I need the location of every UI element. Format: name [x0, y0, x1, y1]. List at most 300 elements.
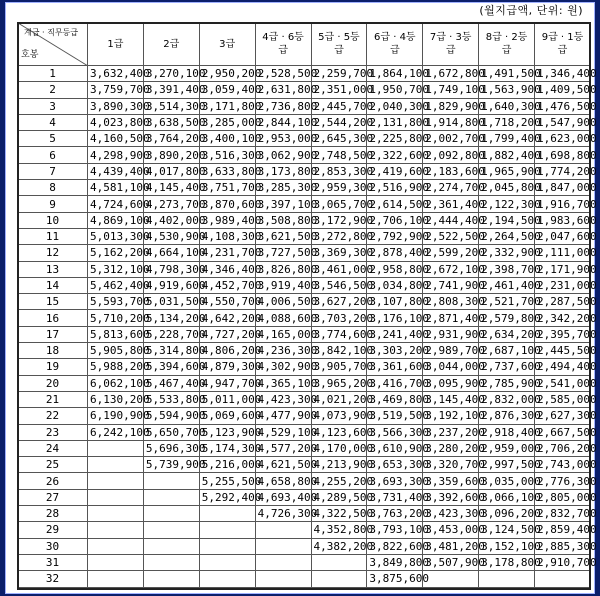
- table-row: [18, 506, 591, 522]
- table-row: [18, 440, 591, 456]
- salary-cell: 5,710,200: [88, 310, 144, 326]
- salary-cell: 2,322,600: [367, 147, 423, 163]
- salary-cell: 2,614,500: [367, 196, 423, 212]
- step-cell: 30: [18, 538, 88, 554]
- salary-cell: 3,633,800: [199, 163, 255, 179]
- salary-cell: 1,774,200: [535, 163, 591, 179]
- salary-cell: 2,918,400: [479, 424, 535, 440]
- salary-cell: 3,764,200: [143, 131, 199, 147]
- salary-cell: 3,875,600: [367, 571, 423, 587]
- salary-cell: 5,123,900: [199, 424, 255, 440]
- salary-cell: 5,650,700: [143, 424, 199, 440]
- salary-cell: 2,853,300: [311, 163, 367, 179]
- salary-cell: 2,231,000: [535, 277, 591, 293]
- salary-cell: 3,638,500: [143, 114, 199, 130]
- salary-cell: 1,409,500: [535, 82, 591, 98]
- salary-cell: 3,400,100: [199, 131, 255, 147]
- salary-cell: 3,397,100: [255, 196, 311, 212]
- salary-cell: 4,947,700: [199, 375, 255, 391]
- salary-cell: 3,621,500: [255, 228, 311, 244]
- salary-cell: 2,342,200: [535, 310, 591, 326]
- corner-header-cell: [18, 23, 88, 66]
- table-row: [18, 245, 591, 261]
- step-cell: 29: [18, 522, 88, 538]
- salary-cell: 3,759,700: [88, 82, 144, 98]
- step-cell: 21: [18, 391, 88, 407]
- salary-cell: 3,514,300: [143, 98, 199, 114]
- salary-cell: 4,658,800: [255, 473, 311, 489]
- grade-header-6: 6급 · 4등급: [367, 23, 423, 66]
- corner-label-step: 호봉: [21, 50, 39, 60]
- salary-cell: 2,494,400: [535, 359, 591, 375]
- salary-cell: [143, 522, 199, 538]
- table-row: [18, 261, 591, 277]
- salary-cell: 1,749,100: [423, 82, 479, 98]
- salary-cell: 5,905,800: [88, 343, 144, 359]
- salary-cell: 4,352,800: [311, 522, 367, 538]
- salary-cell: 2,040,300: [367, 98, 423, 114]
- salary-cell: [199, 506, 255, 522]
- salary-cell: 3,303,200: [367, 343, 423, 359]
- salary-cell: 4,213,900: [311, 457, 367, 473]
- salary-cell: 5,174,300: [199, 440, 255, 456]
- salary-cell: [255, 538, 311, 554]
- salary-cell: 4,023,800: [88, 114, 144, 130]
- salary-cell: [535, 571, 591, 587]
- salary-cell: 2,885,300: [535, 538, 591, 554]
- salary-cell: 3,905,700: [311, 359, 367, 375]
- salary-cell: 5,467,400: [143, 375, 199, 391]
- salary-cell: 2,958,800: [367, 261, 423, 277]
- salary-cell: 2,748,500: [311, 147, 367, 163]
- salary-cell: 3,822,600: [367, 538, 423, 554]
- salary-cell: [143, 506, 199, 522]
- table-row: [18, 359, 591, 375]
- salary-cell: 3,849,800: [367, 554, 423, 570]
- salary-cell: [479, 571, 535, 587]
- salary-cell: 3,453,000: [423, 522, 479, 538]
- salary-cell: 5,134,200: [143, 310, 199, 326]
- table-row: [18, 391, 591, 407]
- salary-cell: 4,581,100: [88, 180, 144, 196]
- table-row: [18, 98, 591, 114]
- salary-cell: 3,285,000: [199, 114, 255, 130]
- salary-cell: 5,292,400: [199, 489, 255, 505]
- salary-cell: 4,577,200: [255, 440, 311, 456]
- salary-cell: 4,273,700: [143, 196, 199, 212]
- step-cell: 13: [18, 261, 88, 277]
- salary-cell: 4,664,100: [143, 245, 199, 261]
- salary-cell: [88, 571, 144, 587]
- salary-cell: 1,698,800: [535, 147, 591, 163]
- salary-cell: 2,522,500: [423, 228, 479, 244]
- grade-header-2: 2급: [143, 23, 199, 66]
- salary-cell: 5,533,800: [143, 391, 199, 407]
- table-row: [18, 212, 591, 228]
- salary-cell: 2,785,900: [479, 375, 535, 391]
- salary-cell: 3,359,600: [423, 473, 479, 489]
- salary-cell: 3,627,200: [311, 294, 367, 310]
- salary-cell: 4,724,600: [88, 196, 144, 212]
- salary-cell: 3,176,100: [367, 310, 423, 326]
- salary-cell: 3,519,500: [367, 408, 423, 424]
- table-row: [18, 147, 591, 163]
- table-row: [18, 277, 591, 293]
- salary-cell: 3,237,200: [423, 424, 479, 440]
- salary-cell: 4,006,500: [255, 294, 311, 310]
- salary-cell: 2,544,200: [311, 114, 367, 130]
- salary-cell: 3,751,700: [199, 180, 255, 196]
- salary-cell: 5,031,500: [143, 294, 199, 310]
- salary-cell: 2,832,000: [479, 391, 535, 407]
- salary-cell: 1,882,400: [479, 147, 535, 163]
- salary-cell: 2,395,700: [535, 326, 591, 342]
- salary-cell: 4,021,200: [311, 391, 367, 407]
- salary-cell: [143, 554, 199, 570]
- step-cell: 8: [18, 180, 88, 196]
- salary-cell: 2,741,900: [423, 277, 479, 293]
- salary-cell: 6,242,100: [88, 424, 144, 440]
- salary-cell: 3,270,100: [143, 66, 199, 82]
- salary-cell: 1,476,500: [535, 98, 591, 114]
- salary-cell: 2,953,000: [255, 131, 311, 147]
- salary-cell: 3,842,100: [311, 343, 367, 359]
- salary-cell: 2,832,700: [535, 506, 591, 522]
- salary-cell: 3,095,900: [423, 375, 479, 391]
- salary-cell: 4,346,400: [199, 261, 255, 277]
- salary-cell: 5,162,200: [88, 245, 144, 261]
- salary-cell: 3,423,300: [423, 506, 479, 522]
- salary-cell: 1,547,900: [535, 114, 591, 130]
- document-frame: [5, 2, 595, 594]
- salary-cell: 2,361,400: [423, 196, 479, 212]
- salary-cell: 4,255,200: [311, 473, 367, 489]
- salary-cell: 4,073,900: [311, 408, 367, 424]
- salary-cell: 2,910,700: [535, 554, 591, 570]
- step-cell: 15: [18, 294, 88, 310]
- table-row: [18, 538, 591, 554]
- salary-cell: 3,826,800: [255, 261, 311, 277]
- salary-cell: 2,351,000: [311, 82, 367, 98]
- salary-cell: 2,585,000: [535, 391, 591, 407]
- salary-cell: 5,813,600: [88, 326, 144, 342]
- salary-cell: 3,173,800: [255, 163, 311, 179]
- salary-cell: 5,594,900: [143, 408, 199, 424]
- corner-label-grade: 계급 · 직무등급: [24, 28, 78, 37]
- salary-cell: 2,737,600: [479, 359, 535, 375]
- salary-cell: 3,361,600: [367, 359, 423, 375]
- salary-cell: 4,088,600: [255, 310, 311, 326]
- salary-cell: 3,919,400: [255, 277, 311, 293]
- salary-cell: 2,047,600: [535, 228, 591, 244]
- salary-cell: 1,491,500: [479, 66, 535, 82]
- salary-cell: 4,550,700: [199, 294, 255, 310]
- salary-cell: 2,645,300: [311, 131, 367, 147]
- salary-cell: [88, 538, 144, 554]
- salary-cell: 3,461,000: [311, 261, 367, 277]
- salary-cell: 4,423,300: [255, 391, 311, 407]
- step-cell: 9: [18, 196, 88, 212]
- salary-cell: 2,183,600: [423, 163, 479, 179]
- table-row: [18, 424, 591, 440]
- step-cell: 11: [18, 228, 88, 244]
- salary-cell: 2,776,300: [535, 473, 591, 489]
- salary-cell: 4,727,200: [199, 326, 255, 342]
- step-cell: 20: [18, 375, 88, 391]
- table-row: [18, 131, 591, 147]
- salary-cell: 4,919,600: [143, 277, 199, 293]
- salary-cell: 2,045,800: [479, 180, 535, 196]
- grade-header-3: 3급: [199, 23, 255, 66]
- salary-cell: 2,706,200: [535, 440, 591, 456]
- salary-cell: 4,477,900: [255, 408, 311, 424]
- salary-cell: 2,989,700: [423, 343, 479, 359]
- salary-table: [17, 22, 597, 588]
- salary-cell: 3,171,800: [199, 98, 255, 114]
- salary-cell: 1,718,200: [479, 114, 535, 130]
- salary-cell: 3,610,900: [367, 440, 423, 456]
- step-cell: 12: [18, 245, 88, 261]
- salary-cell: 3,890,300: [88, 98, 144, 114]
- salary-cell: 1,346,400: [535, 66, 591, 82]
- salary-cell: 3,481,200: [423, 538, 479, 554]
- salary-cell: [88, 473, 144, 489]
- salary-cell: 3,392,600: [423, 489, 479, 505]
- salary-cell: 3,369,300: [311, 245, 367, 261]
- salary-cell: 2,398,700: [479, 261, 535, 277]
- salary-cell: 1,914,800: [423, 114, 479, 130]
- salary-cell: 1,847,000: [535, 180, 591, 196]
- salary-cell: 2,706,100: [367, 212, 423, 228]
- salary-cell: 2,792,900: [367, 228, 423, 244]
- step-cell: 4: [18, 114, 88, 130]
- salary-cell: 2,736,800: [255, 98, 311, 114]
- salary-cell: 2,805,000: [535, 489, 591, 505]
- salary-cell: 5,069,600: [199, 408, 255, 424]
- salary-cell: 2,672,100: [423, 261, 479, 277]
- salary-cell: 3,034,800: [367, 277, 423, 293]
- table-row: [18, 408, 591, 424]
- salary-cell: 2,599,200: [423, 245, 479, 261]
- salary-cell: 3,059,400: [199, 82, 255, 98]
- salary-cell: 2,541,000: [535, 375, 591, 391]
- salary-cell: 3,145,400: [423, 391, 479, 407]
- salary-cell: [143, 538, 199, 554]
- step-cell: 7: [18, 163, 88, 179]
- salary-cell: 4,298,900: [88, 147, 144, 163]
- salary-cell: 2,131,800: [367, 114, 423, 130]
- step-cell: 18: [18, 343, 88, 359]
- salary-cell: 5,314,800: [143, 343, 199, 359]
- salary-cell: 4,160,500: [88, 131, 144, 147]
- salary-cell: 6,062,100: [88, 375, 144, 391]
- salary-cell: 3,566,300: [367, 424, 423, 440]
- table-row: [18, 457, 591, 473]
- salary-cell: 2,808,300: [423, 294, 479, 310]
- salary-cell: 2,931,900: [423, 326, 479, 342]
- salary-cell: [143, 473, 199, 489]
- salary-cell: 4,017,800: [143, 163, 199, 179]
- table-row: [18, 180, 591, 196]
- salary-cell: [88, 506, 144, 522]
- step-cell: 1: [18, 66, 88, 82]
- grade-header-4: 4급 · 6등급: [255, 23, 311, 66]
- salary-cell: [255, 571, 311, 587]
- salary-cell: 4,170,000: [311, 440, 367, 456]
- step-cell: 16: [18, 310, 88, 326]
- salary-cell: 3,107,800: [367, 294, 423, 310]
- salary-cell: 3,241,400: [367, 326, 423, 342]
- table-row: [18, 489, 591, 505]
- table-row: [18, 196, 591, 212]
- grade-header-9: 9급 · 1등급: [535, 23, 591, 66]
- salary-cell: 3,653,300: [367, 457, 423, 473]
- step-cell: 14: [18, 277, 88, 293]
- salary-cell: 2,959,300: [311, 180, 367, 196]
- salary-cell: [199, 522, 255, 538]
- salary-cell: 3,192,100: [423, 408, 479, 424]
- salary-cell: 4,108,300: [199, 228, 255, 244]
- salary-cell: [311, 554, 367, 570]
- salary-cell: 3,035,000: [479, 473, 535, 489]
- salary-cell: 2,687,100: [479, 343, 535, 359]
- salary-cell: 3,731,400: [367, 489, 423, 505]
- salary-cell: 5,462,400: [88, 277, 144, 293]
- salary-cell: 2,287,500: [535, 294, 591, 310]
- salary-cell: 1,916,700: [535, 196, 591, 212]
- salary-cell: 1,965,900: [479, 163, 535, 179]
- salary-cell: 3,632,400: [88, 66, 144, 82]
- salary-cell: [143, 571, 199, 587]
- step-cell: 24: [18, 440, 88, 456]
- grade-header-1: 1급: [88, 23, 144, 66]
- salary-cell: 2,876,300: [479, 408, 535, 424]
- salary-cell: 4,402,000: [143, 212, 199, 228]
- salary-cell: 1,950,700: [367, 82, 423, 98]
- salary-cell: 3,172,900: [311, 212, 367, 228]
- salary-cell: 4,439,400: [88, 163, 144, 179]
- salary-cell: [199, 554, 255, 570]
- salary-cell: 3,546,500: [311, 277, 367, 293]
- salary-cell: 2,111,000: [535, 245, 591, 261]
- salary-cell: 4,798,300: [143, 261, 199, 277]
- salary-cell: 1,623,000: [535, 131, 591, 147]
- step-cell: 2: [18, 82, 88, 98]
- salary-cell: 2,092,800: [423, 147, 479, 163]
- salary-cell: 2,871,400: [423, 310, 479, 326]
- salary-cell: [88, 489, 144, 505]
- salary-cell: 1,799,400: [479, 131, 535, 147]
- salary-cell: 2,878,400: [367, 245, 423, 261]
- salary-cell: 4,123,600: [311, 424, 367, 440]
- salary-cell: 1,563,900: [479, 82, 535, 98]
- salary-cell: 3,965,200: [311, 375, 367, 391]
- salary-cell: 2,516,900: [367, 180, 423, 196]
- salary-cell: 3,152,100: [479, 538, 535, 554]
- salary-cell: 4,145,400: [143, 180, 199, 196]
- salary-cell: 2,332,900: [479, 245, 535, 261]
- step-cell: 26: [18, 473, 88, 489]
- salary-cell: 3,989,400: [199, 212, 255, 228]
- salary-cell: [199, 571, 255, 587]
- grade-header-7: 7급 · 3등급: [423, 23, 479, 66]
- salary-cell: 1,864,100: [367, 66, 423, 82]
- salary-cell: 3,096,200: [479, 506, 535, 522]
- salary-cell: 4,452,700: [199, 277, 255, 293]
- salary-cell: 5,593,700: [88, 294, 144, 310]
- salary-cell: 3,391,400: [143, 82, 199, 98]
- salary-cell: 3,727,500: [255, 245, 311, 261]
- salary-cell: 2,002,700: [423, 131, 479, 147]
- salary-cell: [88, 554, 144, 570]
- salary-cell: 4,726,300: [255, 506, 311, 522]
- salary-cell: 3,507,900: [423, 554, 479, 570]
- table-row: [18, 554, 591, 570]
- table-row: [18, 473, 591, 489]
- table-row: [18, 66, 591, 82]
- unit-note: (월지급액, 단위: 원): [479, 4, 583, 17]
- salary-cell: 4,869,100: [88, 212, 144, 228]
- salary-cell: 4,879,300: [199, 359, 255, 375]
- salary-cell: 4,231,700: [199, 245, 255, 261]
- salary-cell: 3,044,000: [423, 359, 479, 375]
- salary-cell: 2,274,700: [423, 180, 479, 196]
- salary-cell: 6,130,200: [88, 391, 144, 407]
- salary-cell: 5,228,700: [143, 326, 199, 342]
- salary-cell: 2,445,700: [311, 98, 367, 114]
- salary-cell: 3,516,300: [199, 147, 255, 163]
- salary-cell: 3,469,800: [367, 391, 423, 407]
- salary-cell: 2,959,000: [479, 440, 535, 456]
- table-row: [18, 326, 591, 342]
- salary-cell: 2,950,200: [199, 66, 255, 82]
- salary-cell: 3,870,600: [199, 196, 255, 212]
- salary-cell: [143, 489, 199, 505]
- salary-cell: [255, 522, 311, 538]
- salary-cell: 3,793,100: [367, 522, 423, 538]
- table-row: [18, 82, 591, 98]
- salary-cell: 4,642,200: [199, 310, 255, 326]
- salary-cell: 4,322,500: [311, 506, 367, 522]
- salary-cell: 3,124,500: [479, 522, 535, 538]
- step-cell: 25: [18, 457, 88, 473]
- salary-cell: 5,739,900: [143, 457, 199, 473]
- salary-cell: 5,696,300: [143, 440, 199, 456]
- salary-cell: 2,521,700: [479, 294, 535, 310]
- step-cell: 32: [18, 571, 88, 587]
- salary-cell: [88, 522, 144, 538]
- salary-cell: 3,066,100: [479, 489, 535, 505]
- salary-cell: 3,890,200: [143, 147, 199, 163]
- grade-header-5: 5급 · 5등급: [311, 23, 367, 66]
- salary-cell: 4,289,500: [311, 489, 367, 505]
- salary-cell: 5,216,000: [199, 457, 255, 473]
- salary-cell: 3,065,700: [311, 196, 367, 212]
- salary-cell: 2,419,600: [367, 163, 423, 179]
- salary-cell: [88, 440, 144, 456]
- step-cell: 17: [18, 326, 88, 342]
- table-row: [18, 522, 591, 538]
- salary-cell: 3,508,800: [255, 212, 311, 228]
- step-cell: 22: [18, 408, 88, 424]
- step-cell: 10: [18, 212, 88, 228]
- salary-cell: 2,122,300: [479, 196, 535, 212]
- table-row: [18, 375, 591, 391]
- salary-cell: [88, 457, 144, 473]
- table-row: [18, 310, 591, 326]
- salary-cell: 5,013,300: [88, 228, 144, 244]
- salary-cell: 3,062,900: [255, 147, 311, 163]
